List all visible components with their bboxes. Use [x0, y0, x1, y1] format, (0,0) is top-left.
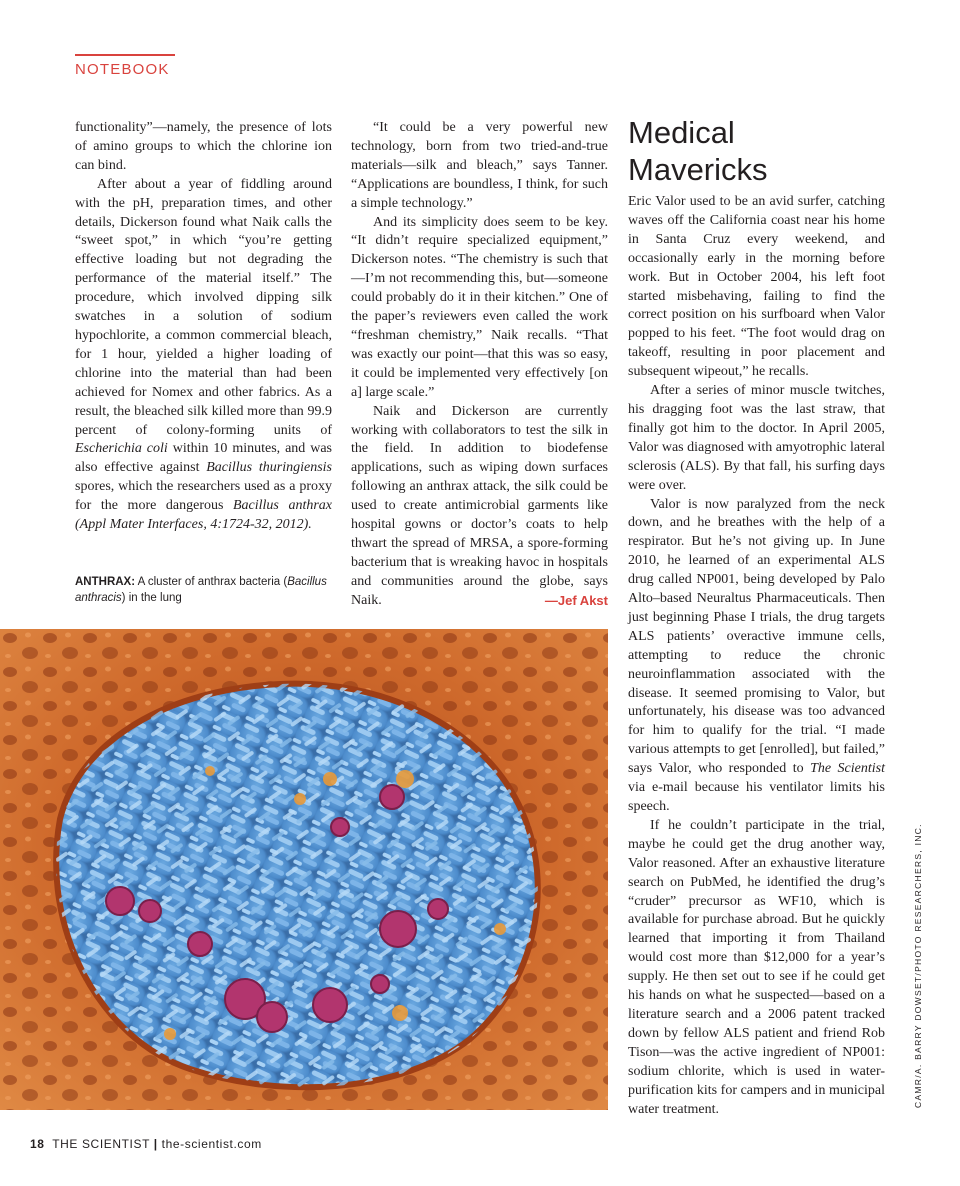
website-url: the-scientist.com — [161, 1137, 262, 1151]
article-column-2 — [351, 119, 608, 611]
species-name: Bacillus anthrax — [233, 498, 333, 514]
page-number: 18 — [30, 1137, 45, 1151]
paragraph: If he couldn’t participate in the trial, maybe he could get the drug another way, Valor reasoned. After an exhaustive literature search on PubMed, he identified the drug’s “cruder” precursor as WF10, which is available for purchase abroad. But he quickly learned that importing it from Thailand would cost more than $12,000 for a year’s supply. He then set out to see if he could get his hands on what he suspected—based on a literature search and a 2006 patent tracked down by fellow ALS patient and friend Rob Tison—was the active ingredient of NP001: sodium chlorite, which is used in water-purification kits for campers and in municipal water treatment. — [628, 817, 885, 1117]
caption-label: ANTHRAX: — [75, 576, 136, 588]
anthrax-micrograph — [0, 629, 608, 1110]
journal-name: Appl Mater Interfaces — [79, 517, 204, 533]
photo-credit: CAMR/A. BARRY DOWSET/PHOTO RESEARCHERS, INC. — [913, 823, 923, 1108]
species-name: Bacillus thuringiensis — [206, 460, 333, 476]
publication-name: THE SCIENTIST — [52, 1137, 150, 1151]
paragraph: After about a year of fiddling around with the pH, preparation times, and other details, Dickerson found what Naik calls the “sweet spot,” in which “you’re getting effective loading but not degrading the performance of the material itself.” The procedure, which involved dipping silk swatches in a solution of sodium hypochlorite, a common commercial bleach, for 1 hour, yielded a higher loading of chlorine into the material than had been achieved for Nomex and other fabrics. As a result, the bleached silk killed more than 99.9 percent of colony-forming units of Escherichia coli within 10 minutes, and was also effective against Bacillus thuringiensis spores, which the researchers used as a proxy for the more dangerous Bacillus anthrax (Appl Mater Interfaces, 4:1724-32, 2012). — [75, 176, 333, 533]
paragraph: functionality”—namely, the presence of lots of amino groups to which the chlorine ion can bind. — [75, 120, 332, 173]
paragraph: After a series of minor muscle twitches, his dragging foot was the last straw, that finally got him to the doctor. In April 2005, Valor was diagnosed with amyotrophic lateral sclerosis (ALS). By that fall, his surfing days were over. — [628, 383, 885, 493]
photo-caption: ANTHRAX: A cluster of anthrax bacteria (Bacillus anthracis) in the lung — [75, 576, 327, 604]
headline: Medical Mavericks — [628, 115, 768, 187]
article-column-3 — [628, 193, 885, 1119]
footer-separator: | — [153, 1137, 158, 1151]
article-column-1 — [75, 119, 332, 535]
paragraph: And its simplicity does seem to be key. “It didn’t require specialized equipment,” Dickerson notes. “The chemistry is such that—I’m not recommending this, but—someone could probably do it in their kitchen.” One of the paper’s reviewers even called the work “freshman chemistry,” Naik recalls. “That was exactly our point—that this was so easy, it could be implemented very effectively [on a] large scale.” — [351, 214, 608, 400]
section-rule — [75, 54, 175, 56]
section-label: NOTEBOOK — [75, 61, 170, 78]
publication-name: The Scientist — [810, 761, 885, 777]
paragraph: Naik and Dickerson are currently working with collaborators to test the silk in the field. In addition to biodefense applications, such as wiping down surfaces following an anthrax attack, the silk could be used to create antimicrobial garments like hospital gowns or doctor’s coats to help thwart the spread of MRSA, a spore-forming bacterium that is wreaking havoc in hospitals and communities around the globe, says Naik. —Jef Akst — [351, 403, 608, 611]
paragraph: “It could be a very powerful new technology, born from two tried-and-true materials—silk and bleach,” says Tanner. “Applications are boundless, I think, for such a simple technology.” — [351, 120, 608, 211]
species-name: Escherichia coli — [75, 441, 168, 457]
byline: —Jef Akst — [544, 592, 608, 608]
paragraph: Eric Valor used to be an avid surfer, catching waves off the California coast near his home in Santa Cruz every weekend, and occasionally early in the morning before work. But in October 2004, his left foot started misbehaving, failing to find the correct position on his surfboard when Valor popped to his feet. “The foot would drag on takeoff, resulting in poor placement and subsequent wipeout,” he recalls. — [628, 194, 885, 380]
paragraph: Valor is now paralyzed from the neck down, and he breathes with the help of a respirator. But he’s not giving up. In June 2010, he learned of an experimental ALS drug called NP001, being developed by Palo Alto–based Neuraltus Pharmaceuticals. Then just beginning Phase I trials, the drug targets ALS patients’ overactive immune cells, attempting to reduce the chronic neuroinflammation associated with the disease. It seemed promising to Valor, but unfortunately, his disease was too advanced for him to qualify for the trial. “I made various attempts to get [enrolled], but failed,” says Valor, who responded to The Scientist via e-mail because his ventilator limits his speech. — [628, 496, 885, 814]
page-footer — [30, 1137, 262, 1151]
micrograph-illustration — [0, 629, 608, 1110]
